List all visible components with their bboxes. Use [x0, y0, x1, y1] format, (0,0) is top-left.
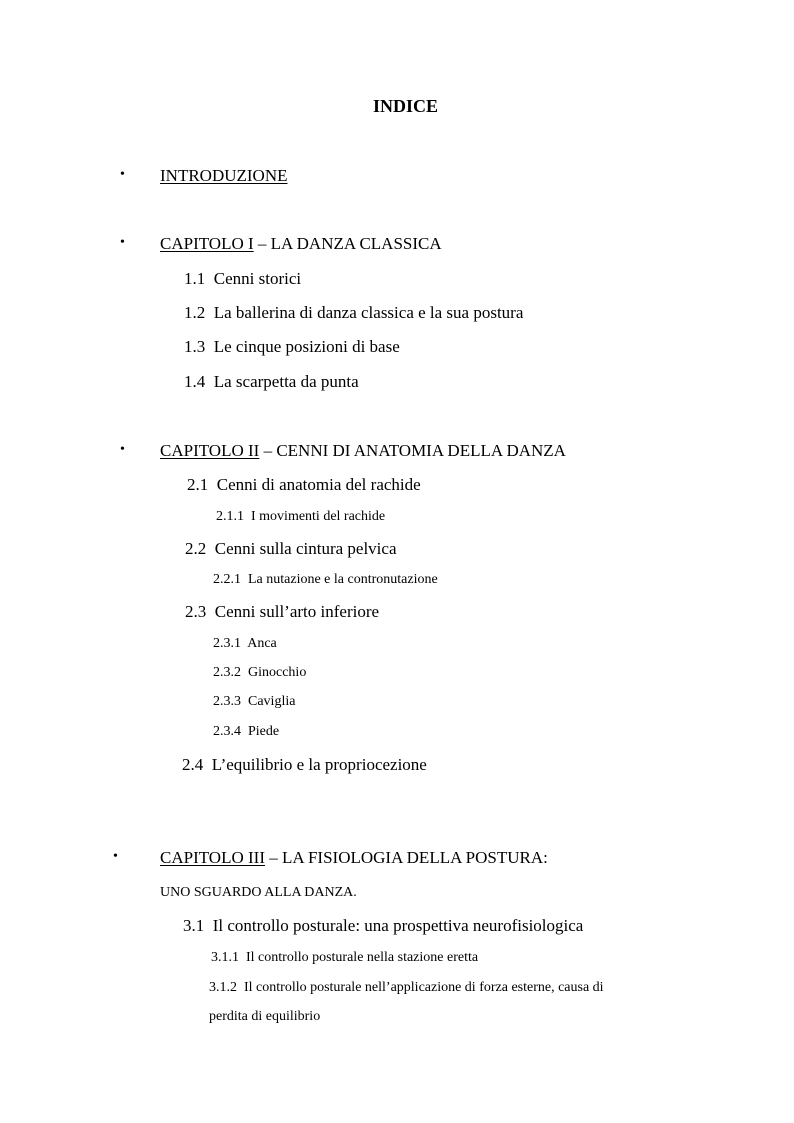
section-title: Il controllo posturale: una prospettiva neurofisiologica [212, 916, 584, 935]
section-title: Cenni storici [213, 269, 302, 288]
subsection-number: 2.3.2 [213, 665, 241, 680]
section-title: La ballerina di danza classica e la sua postura [213, 303, 524, 322]
toc-subsection-2-2-1[interactable] [213, 573, 438, 587]
toc-section-2-1[interactable] [187, 476, 421, 493]
subsection-number: 3.1.1 [211, 950, 239, 965]
section-number: 3.1 [183, 916, 205, 935]
bullet-icon: • [120, 235, 125, 250]
subsection-number: 2.3.4 [213, 724, 241, 739]
page-title: INDICE [373, 96, 439, 116]
toc-section-2-2[interactable] [185, 540, 397, 557]
section-title: Cenni sull’arto inferiore [214, 602, 380, 621]
subsection-title: Caviglia [248, 694, 296, 709]
toc-subsection-2-1-1[interactable] [216, 510, 385, 524]
toc-subsection-3-1-2[interactable] [209, 981, 604, 995]
subsection-number: 3.1.2 [209, 980, 237, 995]
subsection-title: Ginocchio [248, 665, 307, 680]
toc-section-1-3[interactable] [184, 338, 400, 355]
chapter-2-title: – CENNI DI ANATOMIA DELLA DANZA [259, 441, 566, 460]
toc-section-1-4[interactable] [184, 373, 359, 390]
toc-chapter-1 [160, 235, 442, 252]
toc-section-2-4[interactable] [182, 756, 427, 773]
toc-introduction-link[interactable]: INTRODUZIONE [160, 166, 288, 185]
subsection-title: Il controllo posturale nella stazione eretta [246, 950, 479, 965]
bullet-icon: • [120, 167, 125, 182]
section-title: Cenni sulla cintura pelvica [214, 539, 397, 558]
subsection-title: La nutazione e la contronutazione [248, 572, 438, 587]
bullet-icon: • [113, 849, 118, 864]
chapter-3-title: – LA FISIOLOGIA DELLA POSTURA: [264, 848, 548, 867]
toc-section-3-1[interactable] [183, 917, 583, 934]
toc-chapter-3 [160, 849, 548, 866]
subsection-number: 2.3.1 [213, 636, 241, 651]
section-number: 1.4 [184, 372, 206, 391]
section-number: 2.4 [182, 755, 204, 774]
toc-subsection-2-3-2[interactable] [213, 666, 306, 680]
subsection-title: Piede [248, 724, 280, 739]
toc-subsection-3-1-1[interactable] [211, 951, 478, 965]
toc-section-1-1[interactable] [184, 270, 301, 287]
subsection-number: 2.2.1 [213, 572, 241, 587]
toc-subsection-2-3-4[interactable] [213, 725, 279, 739]
chapter-1-link[interactable]: CAPITOLO I [160, 234, 254, 253]
section-number: 1.2 [184, 303, 206, 322]
toc-section-1-2[interactable] [184, 304, 523, 321]
toc-subsection-2-3-1[interactable] [213, 637, 277, 651]
section-title: Le cinque posizioni di base [213, 337, 400, 356]
subsection-number: 2.1.1 [216, 509, 244, 524]
subsection-number: 2.3.3 [213, 694, 241, 709]
toc-subsection-3-1-2-continued: perdita di equilibrio [209, 1009, 321, 1024]
toc-section-2-3[interactable] [185, 603, 379, 620]
section-title: L’equilibrio e la propriocezione [211, 755, 427, 774]
section-title: La scarpetta da punta [213, 372, 359, 391]
toc-chapter-2 [160, 442, 566, 459]
bullet-icon: • [120, 442, 125, 457]
section-number: 2.1 [187, 475, 209, 494]
section-number: 2.3 [185, 602, 207, 621]
section-number: 1.3 [184, 337, 206, 356]
chapter-2-link[interactable]: CAPITOLO II [160, 441, 260, 460]
section-title: Cenni di anatomia del rachide [216, 475, 421, 494]
chapter-3-link[interactable]: CAPITOLO III [160, 848, 265, 867]
subsection-title: Anca [247, 636, 277, 651]
chapter-3-title-continued: UNO SGUARDO ALLA DANZA. [160, 885, 357, 900]
toc-subsection-2-3-3[interactable] [213, 695, 295, 709]
subsection-title: Il controllo posturale nell’applicazione di forza esterne, causa di [244, 980, 604, 995]
chapter-1-title: – LA DANZA CLASSICA [253, 234, 442, 253]
section-number: 2.2 [185, 539, 207, 558]
subsection-title: I movimenti del rachide [251, 509, 386, 524]
section-number: 1.1 [184, 269, 206, 288]
